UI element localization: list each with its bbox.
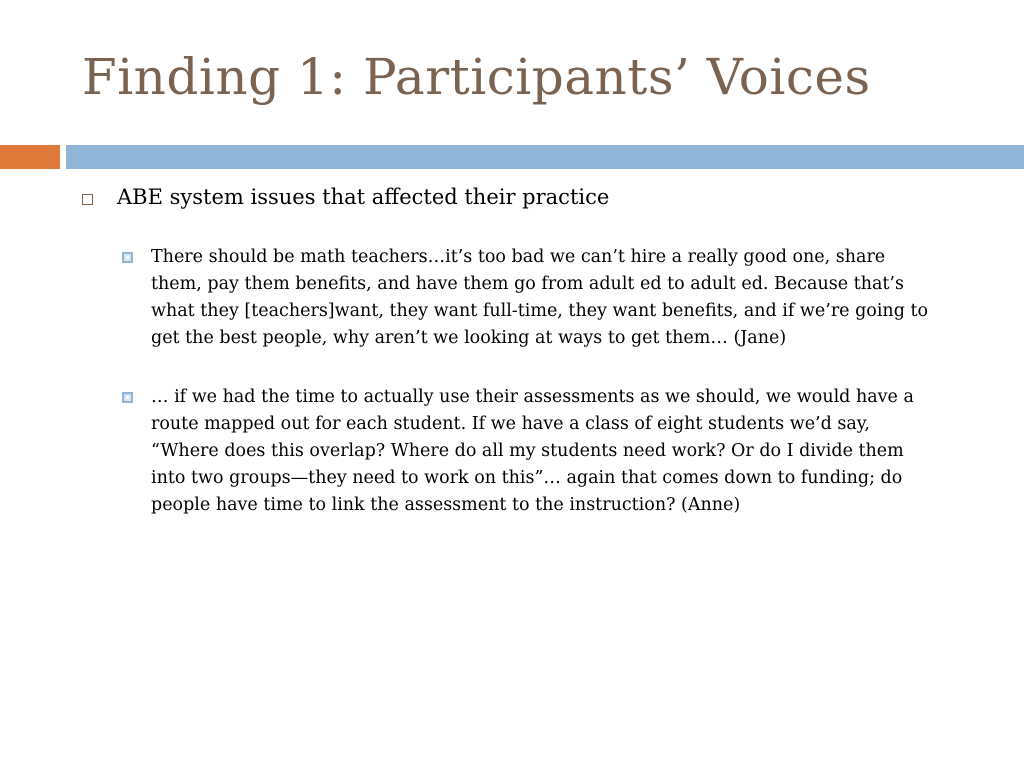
title-accent-bar-orange (0, 145, 60, 169)
square-bullet-icon (122, 252, 133, 263)
slide-content (82, 184, 982, 551)
square-bullet-icon (122, 392, 133, 403)
slide-title: Finding 1: Participants’ Voices (82, 48, 871, 106)
main-bullet-text: ABE system issues that affected their practice (117, 185, 610, 209)
main-bullet (82, 184, 982, 210)
quote-bullet-anne (122, 384, 932, 519)
hollow-square-bullet-icon (82, 194, 93, 205)
quote-bullet-jane (122, 244, 932, 352)
title-accent-bar-blue (66, 145, 1024, 169)
quote-text: There should be math teachers…it’s too bad we can’t hire a really good one, share them, pay them benefits, and have them go from adult ed to adult ed. Because that’s what they [teachers]want, they want full-time, they want benefits, and if we’re going to get the best people, why aren’t we looking at ways to get them… (Jane) (151, 247, 929, 349)
quote-text: … if we had the time to actually use their assessments as we should, we would have a route mapped out for each student. If we have a class of eight students we’d say, “Where does this overlap? Where do all my students need work? Or do I divide them into two groups—they need to work on this”… again that comes down to funding; do people have time to link the assessment to the instruction? (Anne) (151, 387, 914, 516)
